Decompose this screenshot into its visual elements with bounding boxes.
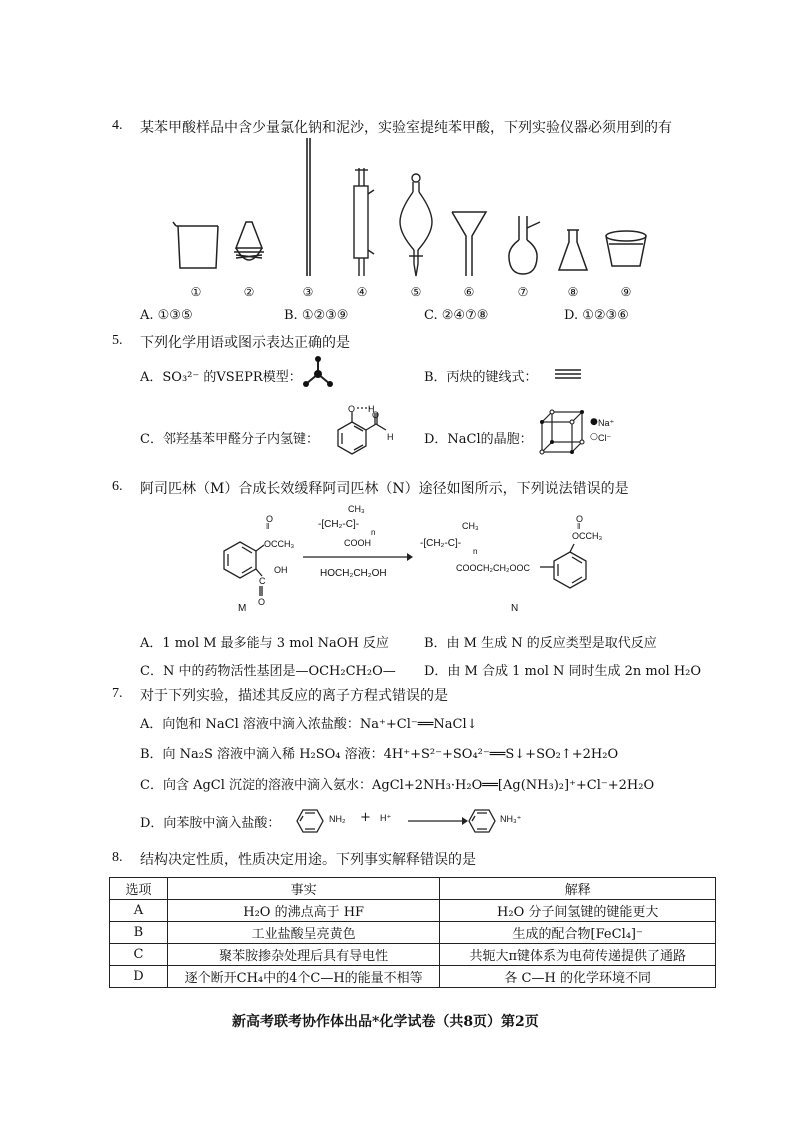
evaporating-dish-icon <box>234 222 264 260</box>
q7-option-c[interactable]: C．向含 AgCl 沉淀的溶液中滴入氨水：AgCl+2NH₃·H₂O══[Ag(NH₃)₂]⁺+Cl⁻+2H₂O <box>140 778 655 793</box>
row-d-fact: 逐个断开CH₄中的4个C—H的能量不相等 <box>167 966 440 988</box>
q6-option-c[interactable]: C．N 中的药物活性基团是—OCH₂CH₂O— <box>140 664 396 679</box>
aniline-reaction-arrow <box>408 816 468 826</box>
table-row <box>110 966 716 988</box>
n-o-label: O <box>576 514 584 524</box>
aniline-nh2: NH₂ <box>329 814 346 824</box>
q5-option-c[interactable]: C．邻羟基苯甲醛分子内氢键： <box>140 432 319 447</box>
reagent-bottom: HOCH₂CH₂OH <box>320 568 387 579</box>
q8-number: 8. <box>112 850 123 865</box>
row-a-option[interactable]: A <box>110 900 168 922</box>
table-header-row <box>110 878 716 900</box>
reaction-arrow <box>303 552 413 562</box>
apparatus-label-7: ⑦ <box>517 285 529 299</box>
q7-option-a[interactable]: A．向饱和 NaCl 溶液中滴入浓盐酸：Na⁺+Cl⁻══NaCl↓ <box>140 717 478 732</box>
proton: H⁺ <box>380 813 392 823</box>
apparatus-label-5: ⑤ <box>410 285 422 299</box>
hb-cho-o-label: O <box>372 410 380 420</box>
q7-option-d[interactable]: D．向苯胺中滴入盐酸： <box>140 816 281 831</box>
n-dbl-icon: ‖ <box>577 522 581 531</box>
n-n-label: n <box>473 547 478 556</box>
header-explanation: 解释 <box>440 878 716 900</box>
q6-stem: 阿司匹林（M）合成长效缓释阿司匹林（N）途径如图所示，下列说法错误的是 <box>140 481 629 497</box>
row-d-option[interactable]: D <box>110 966 168 988</box>
anilinium-benzene-ring-icon <box>462 804 502 838</box>
legend-cl-icon: ○ <box>590 432 598 442</box>
beaker-icon <box>173 222 218 268</box>
vsepr-model-icon <box>298 354 338 394</box>
q7-number: 7. <box>112 686 123 701</box>
aspirin-m-structure <box>200 510 300 606</box>
apparatus-label-9: ⑨ <box>620 285 632 299</box>
reagent-top-chain: -[CH₂-C]- <box>318 519 360 530</box>
reagent-cooh-label: COOH <box>344 538 371 548</box>
aspirin-n-ring <box>540 536 600 606</box>
legend-na-icon: ● <box>590 417 598 427</box>
q4-option-c[interactable]: C. ②④⑦⑧ <box>424 308 489 323</box>
q5-option-d[interactable]: D．NaCl的晶胞： <box>424 432 533 447</box>
hb-cho-h-label: H <box>387 432 394 442</box>
m-ester: OCCH₃ <box>264 539 295 549</box>
n-label: N <box>511 603 519 614</box>
m-acid-o-label: O <box>258 597 266 607</box>
m-ester-dbl-icon: ‖ <box>266 522 270 531</box>
legend-na: Na⁺ <box>598 418 615 428</box>
table-row <box>110 900 716 922</box>
reagent-n-label: n <box>371 528 376 537</box>
funnel-icon <box>452 212 486 276</box>
reagent-ch3-label: CH₃ <box>348 504 365 514</box>
apparatus-label-2: ② <box>243 285 255 299</box>
q4-option-b[interactable]: B. ①②③⑨ <box>284 308 349 323</box>
triple-bond-line-icon <box>553 367 583 381</box>
q5-option-b[interactable]: B．丙炔的键线式： <box>424 370 538 385</box>
m-acid-oh-label: OH <box>274 565 288 575</box>
m-acid-c-label: C <box>259 576 266 586</box>
q6-option-a[interactable]: A．1 mol M 最多能与 3 mol NaOH 反应 <box>140 636 389 651</box>
row-c-fact: 聚苯胺掺杂处理后具有导电性 <box>167 944 440 966</box>
row-b-explanation: 生成的配合物[FeCl₄]⁻ <box>440 922 716 944</box>
glass-rod-icon <box>307 138 310 276</box>
m-ester-o-label: O <box>266 514 274 524</box>
q7-stem: 对于下列实验，描述其反应的离子方程式错误的是 <box>140 688 448 704</box>
row-b-fact: 工业盐酸呈亮黄色 <box>167 922 440 944</box>
n-ch3-label: CH₃ <box>462 521 479 531</box>
q5-number: 5. <box>112 333 123 348</box>
q5-option-a[interactable]: A．SO₃²⁻ 的VSEPR模型： <box>140 370 302 385</box>
q6-option-b[interactable]: B．由 M 生成 N 的反应类型是取代反应 <box>424 636 657 651</box>
q7-option-b[interactable]: B．向 Na₂S 溶液中滴入稀 H₂SO₄ 溶液：4H⁺+S²⁻+SO₄²⁻══S↓+SO₂↑+2H₂O <box>140 747 619 762</box>
q6-option-d[interactable]: D．由 M 合成 1 mol N 同时生成 2n mol H₂O <box>424 664 702 679</box>
header-option: 选项 <box>110 878 168 900</box>
q4-option-a[interactable]: A. ①③⑤ <box>140 308 193 323</box>
q8-table <box>109 877 716 988</box>
row-d-explanation: 各 C—H 的化学环境不同 <box>440 966 716 988</box>
q5-stem: 下列化学用语或图示表达正确的是 <box>140 335 350 351</box>
apparatus-label-8: ⑧ <box>567 285 579 299</box>
n-ester: OCCH₃ <box>572 531 603 541</box>
conical-flask-icon <box>559 230 587 270</box>
distilling-flask-icon <box>509 216 540 274</box>
q4-stem: 某苯甲酸样品中含少量氯化钠和泥沙，实验室提纯苯甲酸，下列实验仪器必须用到的有 <box>140 120 672 136</box>
n-ester-chain: COOCH₂CH₂OOC <box>456 563 530 573</box>
q8-stem: 结构决定性质，性质决定用途。下列事实解释错误的是 <box>140 852 476 868</box>
q4-number: 4. <box>112 118 123 133</box>
legend-cl: Cl⁻ <box>598 433 612 443</box>
apparatus-label-6: ⑥ <box>463 285 475 299</box>
q6-number: 6. <box>112 479 123 494</box>
header-fact: 事实 <box>167 878 440 900</box>
n-chain: -[CH₂-C]- <box>420 538 462 549</box>
anilinium-nh3: NH₃⁺ <box>500 814 522 824</box>
table-row <box>110 922 716 944</box>
row-c-explanation: 共轭大π键体系为电荷传递提供了通路 <box>440 944 716 966</box>
condenser-icon <box>354 168 374 276</box>
row-a-explanation: H₂O 分子间氢键的键能更大 <box>440 900 716 922</box>
row-b-option[interactable]: B <box>110 922 168 944</box>
apparatus-drawings <box>0 0 800 300</box>
apparatus-label-1: ① <box>190 285 202 299</box>
table-row <box>110 944 716 966</box>
aniline-benzene-ring-icon <box>290 804 330 838</box>
hb-h-label: H <box>368 404 375 414</box>
plus-sign: + <box>360 810 371 825</box>
q4-option-d[interactable]: D. ①②③⑥ <box>564 308 629 323</box>
apparatus-label-3: ③ <box>302 285 314 299</box>
apparatus-label-4: ④ <box>356 285 368 299</box>
row-a-fact: H₂O 的沸点高于 HF <box>167 900 440 922</box>
row-c-option[interactable]: C <box>110 944 168 966</box>
nacl-unit-cell-icon <box>538 408 588 458</box>
hb-o-label: O <box>348 404 356 414</box>
m-label: M <box>238 603 247 614</box>
page-footer: 新高考联考协作体出品*化学试卷（共8页）第2页 <box>232 1014 539 1030</box>
separatory-funnel-icon <box>400 174 432 276</box>
crucible-icon <box>606 231 646 266</box>
